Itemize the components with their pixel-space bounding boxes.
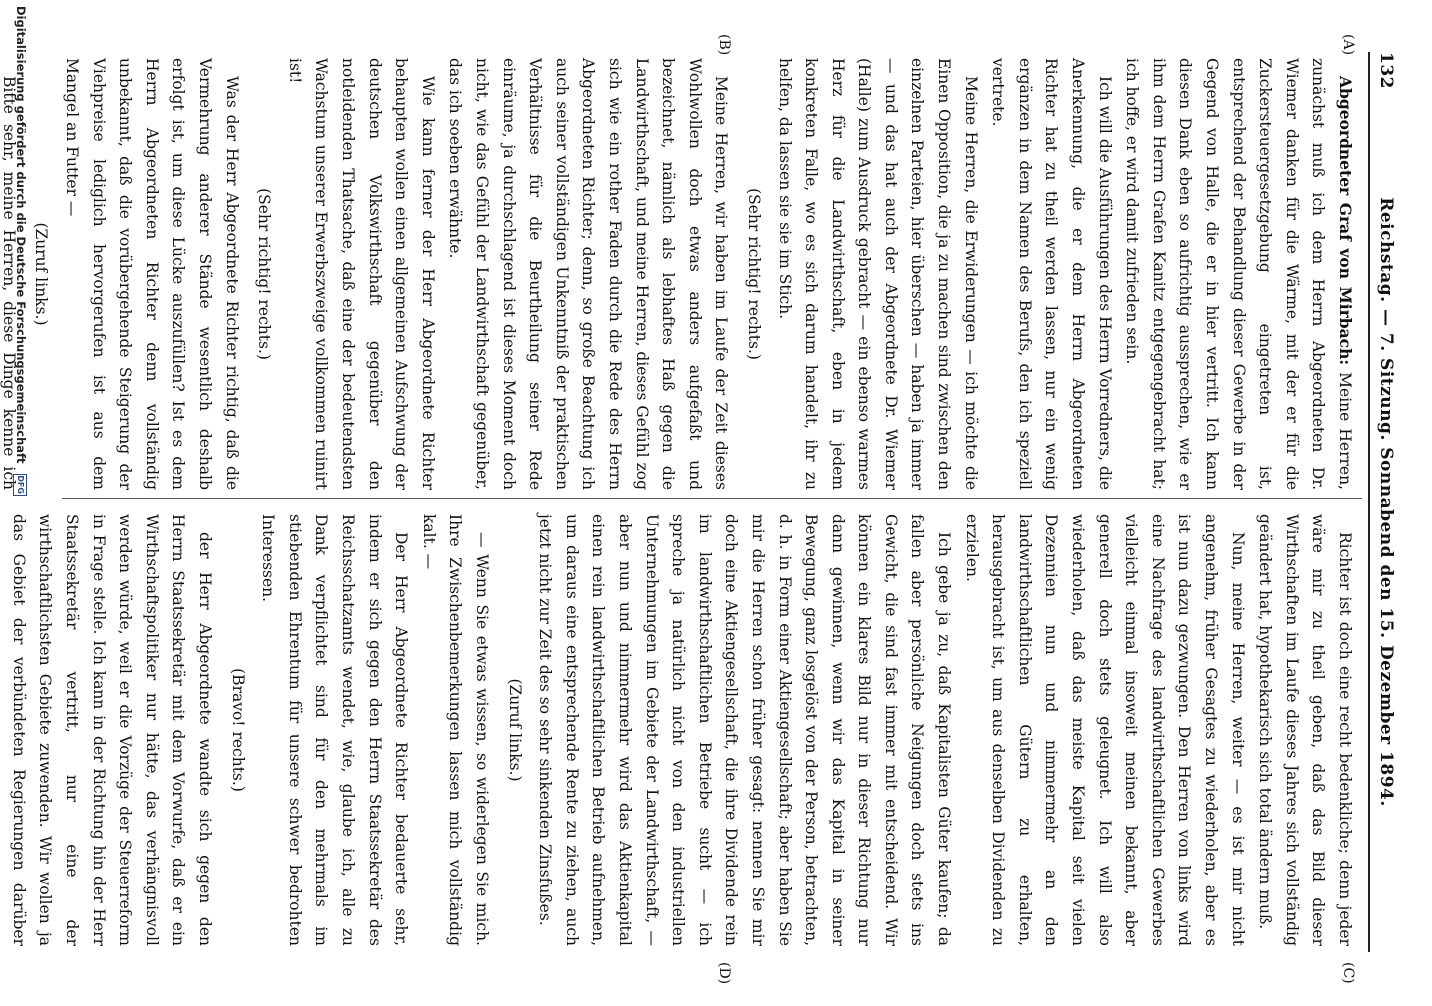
margin-marker-b: (B)	[716, 34, 732, 56]
column-divider	[62, 498, 1362, 499]
paragraph-text: Ich will die Ausführungen des Herrn Vorredners, die Anerkennung, die er dem Herrn Abgeordneten Richter hat zu theil werden lassen, nur ein wenig ergänzen in dem Namen des Berufs, den ich speziell vertrete.	[989, 58, 1114, 490]
paragraph-text: Richter ist doch eine recht bedenkliche; denn jeder wäre mir zu theil geben, daß das Bild dieser Wirthschaften im Laufe dieses Jahres sich vollständig geändert hat, hypothekarisch sich total ändern muß.	[1256, 514, 1354, 946]
paragraph	[0, 514, 218, 946]
paragraph	[1252, 514, 1358, 946]
page-header	[1372, 52, 1402, 952]
paragraph	[771, 58, 984, 490]
dfg-logo-icon: DFG	[14, 474, 28, 496]
margin-marker-a: (A)	[1340, 34, 1356, 56]
paragraph	[415, 514, 495, 946]
paragraph	[442, 58, 735, 490]
interjection: (Sehr richtig! rechts.)	[744, 188, 763, 360]
paragraph-text: Wie kann ferner der Herr Abgeordnete Richter behaupten wollen einen allgemeinen Aufschwung der deutschen Volkswirthschaft gegenüber den notleidenden Thatsache, daß eine der bedeutendsten Wachstum unserer Erwerbszweige vollkommen ruinirt ist!	[285, 58, 437, 490]
paragraph-text: Was der Herr Abgeordnete Richter richtig, daß die Vermehrung anderer Stände wesentlich deshalb erfolgt ist, um diese Lücke auszufüllen? Ist es dem Herrn Abgeordneten Richter denn vollständig unbekannt, daß die vorübergehende Steigerung der Viehpreise lediglich hervorgerufen ist aus dem Mangel an Futter —	[63, 58, 241, 490]
interjection: (Zuruf links.)	[32, 222, 51, 326]
credit-text: Digitalisierung gefördert durch die Deutsche Forschungsgemeinschaft	[14, 6, 28, 464]
digitization-credit	[14, 0, 29, 1006]
margin-marker-c: (C)	[1340, 962, 1356, 984]
paragraph	[255, 514, 415, 946]
interjection: (Sehr richtig! rechts.)	[255, 188, 274, 360]
paragraph-text: Meine Herren, die Erwiderungen — ich möchte die Einen Opposition, die ja zu machen sind zwischen den einzelnen Parteien, hier überschen — haben ja immer — und das hat auch der Abgeordnete Dr. Wiemer (Halle) zum Ausdruck gebracht — ein ebenso warmes Herz für die Landwirthschaft, eben in jedem konkreten Falle, wo es sich darum handelt, ihr zu helfen, da lassen sie sie im Stich.	[775, 58, 980, 490]
paragraph-text: Der Herr Abgeordnete Richter bedauerte sehr, indem er sich gegen den Herrn Staatssekretär des Reichsschatzamts wendet, wie, glaube ich, alle zu Dank verpflichtet sind für den mehrmals im stiebenden Ehrentum für unsere schwer bedrohten Interessen.	[259, 514, 411, 946]
paragraph-text: der Herr Abgeordnete wandte sich gegen den Herrn Staatssekretär mit dem Vorwurfe, daß er ein Wirthschaftspolitiker nur hätte, das verhängnisvoll werden würde, weil er die Vorzüge der Steuerreform in Frage stelle. Ich kann in der Richtung hin der Herr Staatssekretär vertritt, nur eine der wirthschaftlichsten Gebiete zuwenden. Wir wollen ja das Gebiet der verbündeten Regierungen darüber	[9, 514, 215, 946]
paragraph-text: Meine Herren, wir haben im Laufe der Zeit dieses Wohlwollen doch etwas anders aufgefaßt und bezeichnet, nämlich als lebhaftes Haß gegen die Landwirthschaft, und meine Herren, dieses Gefühl zog sich wie ein rother Faden durch die Rede des Herrn Abgeordneten Richter; denn, so große Beachtung ich auch seiner vollständigen Unkenntniß der praktischen Verhältnisse für die Beurtheilung seiner Rede einräume, ja durchschlagend ist dieses Moment doch nicht, wie das Gefühl der Landwirthschaft gegenüber, das ich soeben erwähnte.	[446, 58, 731, 490]
paragraph	[532, 514, 958, 946]
paragraph	[1119, 58, 1358, 490]
speaker-name: Abgeordneter Graf von Mirbach:	[1336, 76, 1355, 366]
paragraph	[59, 58, 245, 490]
interjection: (Zuruf links.)	[505, 678, 524, 782]
margin-marker-d: (D)	[716, 962, 732, 985]
paragraph-text: — Wenn Sie etwas wissen, so widerlegen Sie mich. Ihre Zwischenbemerkungen lassen mich vollständig kalt. —	[419, 514, 491, 946]
paragraph-text: Meine Herren, zunächst muß ich dem Herrn Abgeordneten Dr. Wiemer danken für die Wärme, mit der er für die Zuckersteuergesetzgebung eingetreten ist, entsprechend der Behandlung dieser Gewerbe in der Gegend von Halle, die er in hier vertritt. Ich kann diesen Dank eben so aufrichtig aussprechen, wie er ihm dem Herrn Grafen Kanitz entgegengebracht hat; ich hoffe, er wird damit zufrieden sein.	[1123, 58, 1354, 490]
paragraph-text: Nun, meine Herren, weiter — es ist mir nicht angenehm, früher Gesagtes zu wiederholen, aber es ist nun dazu gezwungen. Den Herren von links wird eine Nachfrage des landwirthschaftlichen Gewerbes vielleicht einmal insoweit meinen bekannt, aber generell doch stets geleugnet. Ich will also wiederholen, daß das meiste Kapital seit vielen Dezennien nun und nimmermehr an den landwirthschaftlichen Gütern zu erhalten, herausgebracht ist, um aus denselben Dividenden zu erzielen.	[962, 514, 1247, 946]
page-number: 132	[1376, 52, 1396, 89]
right-text-column	[9, 514, 1358, 946]
paragraph	[281, 58, 441, 490]
paragraph-text: Ich gebe ja zu, daß Kapitalisten Güter kaufen; da fallen aber persönliche Neigungen doch stets ins Gewicht, die sind fast immer mit entscheidend. Wir können ein klares Bild nur in dieser Richtung nur dann gewinnen, wenn wir das Kapital in seiner Bewegung, ganz losgelöst von der Person, betrachten, d. h. in Form einer Aktiengesellschaft; aber haben Sie mir die Herren schon früher gesagt: nennen Sie mir doch eine Aktiengesellschaft, die ihre Dividende rein im landwirthschaftlichen Betriebe sucht — ich spreche ja natürlich nicht von den industriellen Unternehmungen im Gebiete der Landwirthschaft, — aber nun und nimmermehr wird das Aktienkapital einen rein landwirthschaftlichen Betrieb aufnehmen, um daraus eine entsprechende Rente zu ziehen, auch jetzt nicht zur Zeit des so sehr sinkenden Zinsfußes.	[536, 514, 954, 946]
paragraph-text: Bitte sehr, meine Herren, diese Dinge kenne ich	[0, 76, 18, 490]
paragraph	[985, 58, 1118, 490]
paragraph	[958, 514, 1251, 946]
interjection: (Bravo! rechts.)	[228, 668, 247, 792]
running-title: Reichstag. — 7. Sitzung. Sonnabend den 15. Dezember 1894.	[1376, 197, 1396, 807]
header-rule	[1368, 52, 1370, 952]
